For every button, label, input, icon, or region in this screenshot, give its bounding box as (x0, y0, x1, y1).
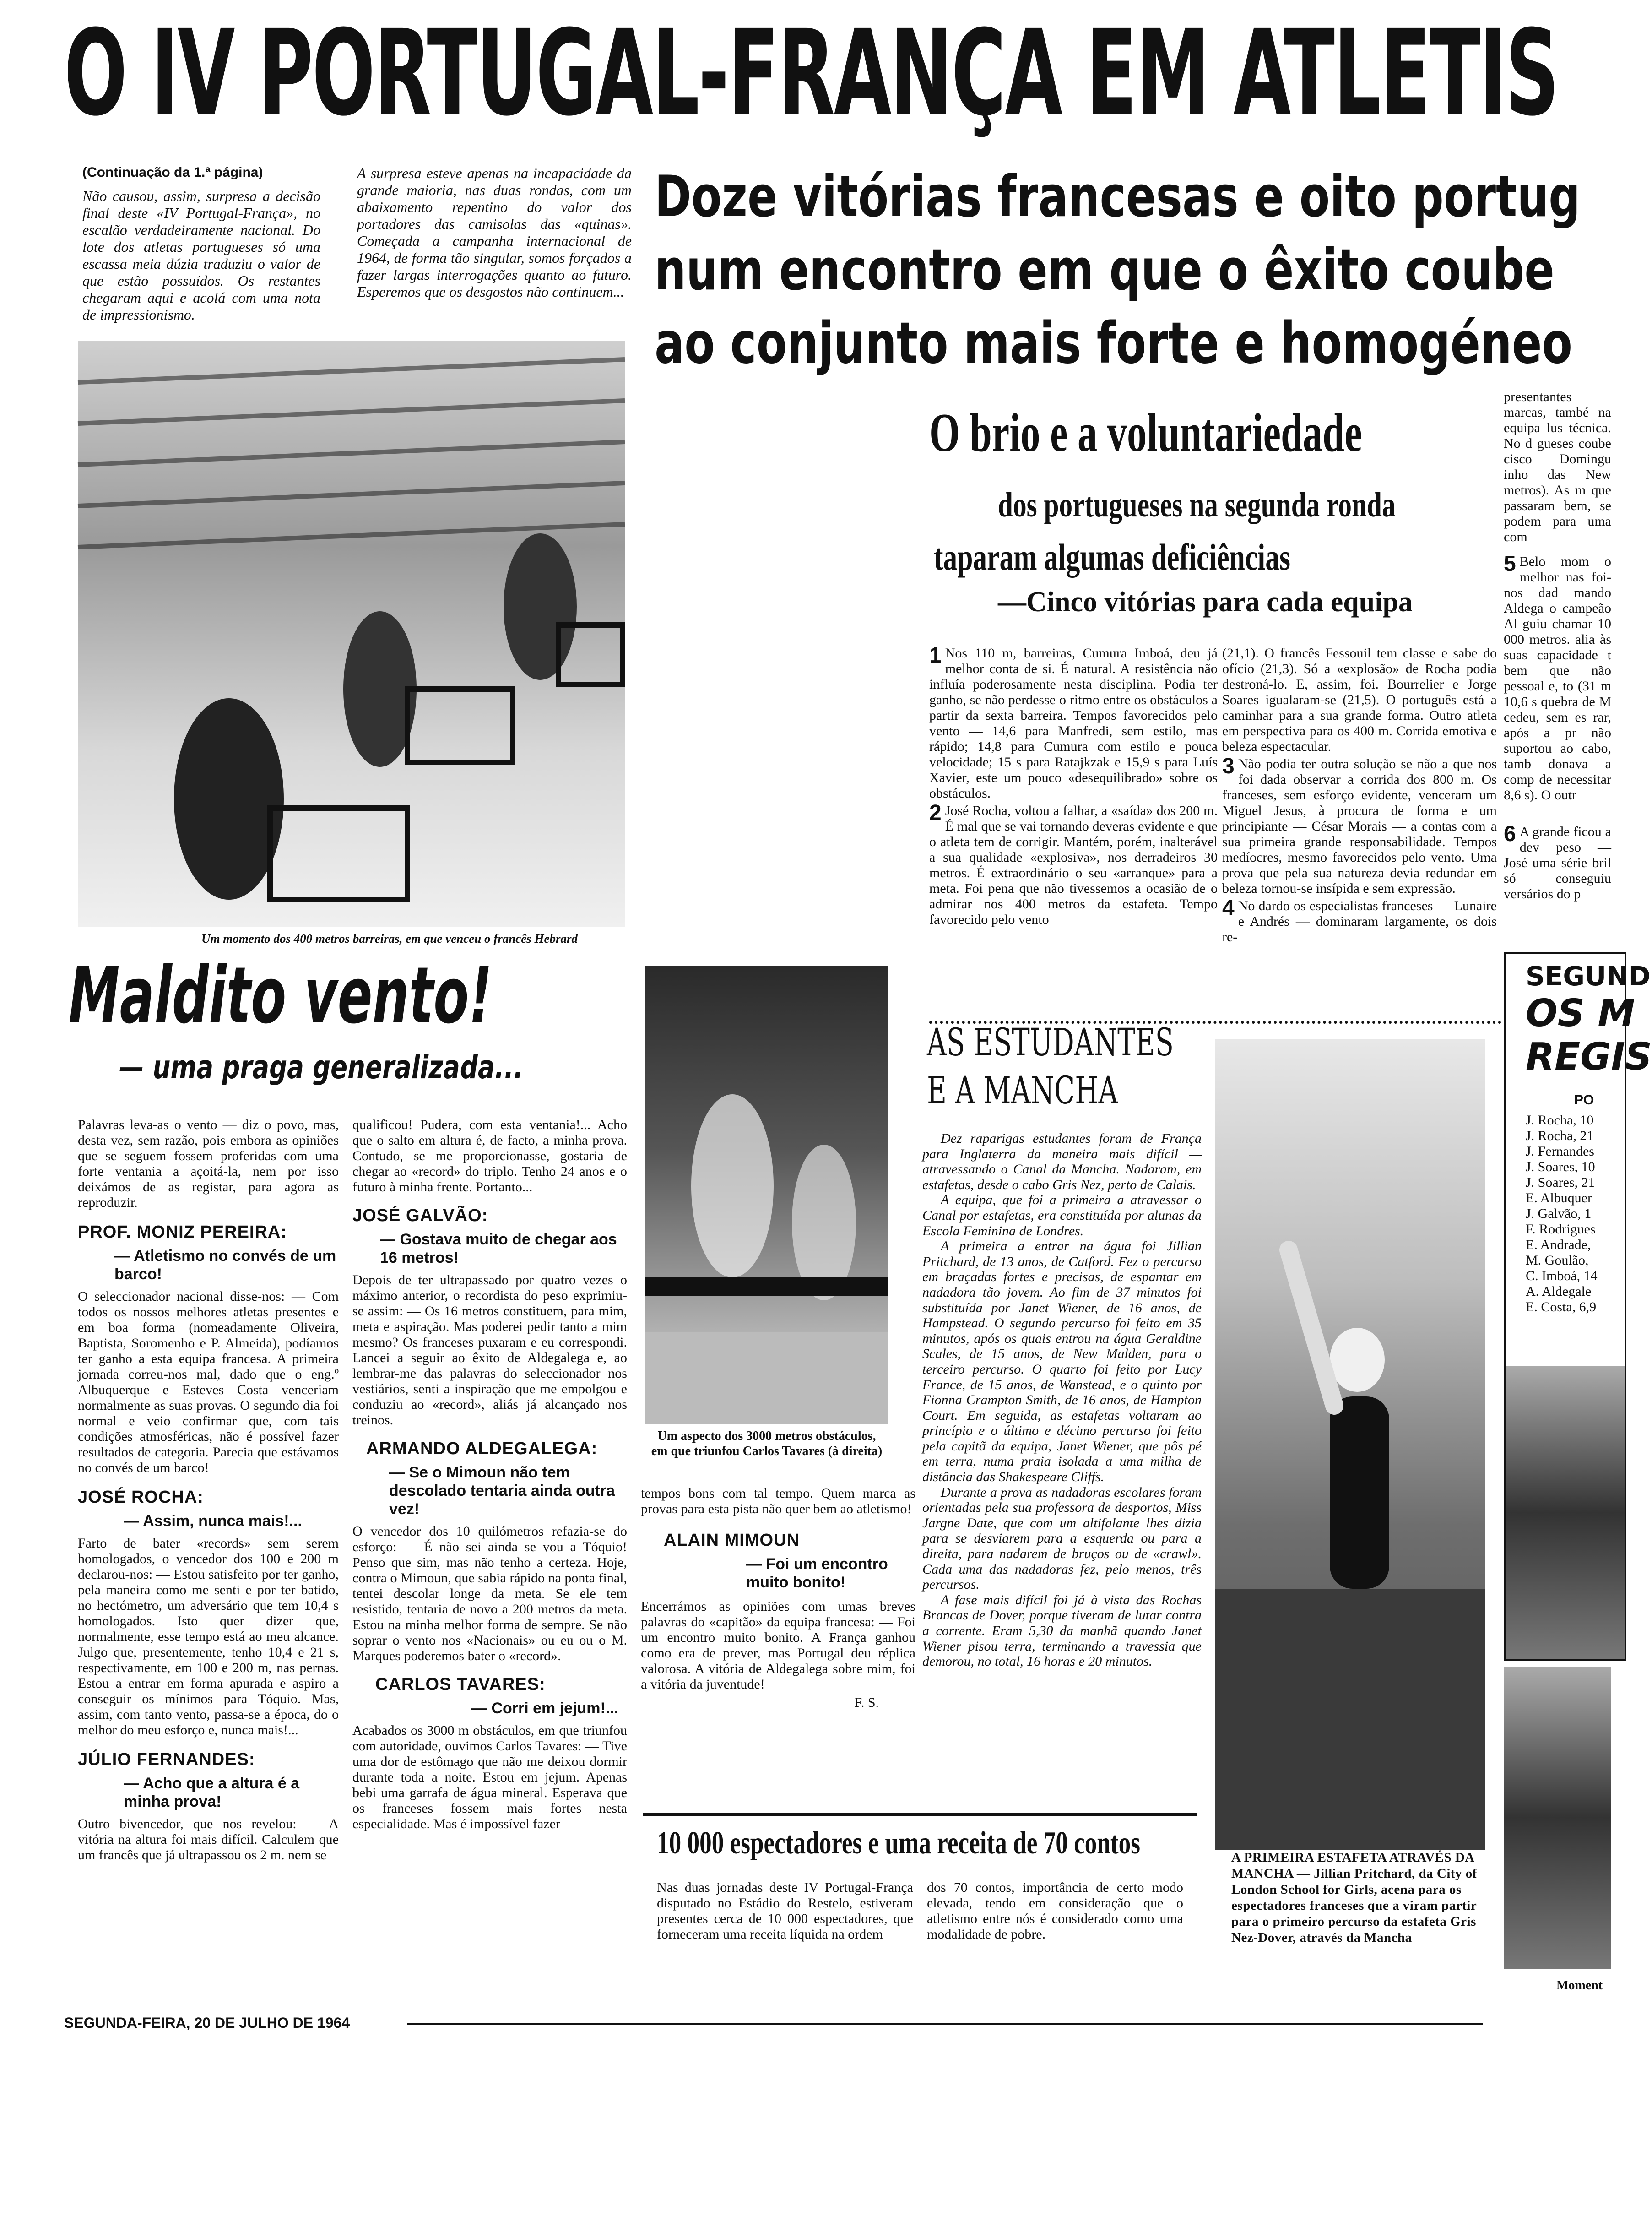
records-item: J. Rocha, 10 (1526, 1113, 1594, 1128)
main-headline: O IV PORTUGAL-FRANÇA EM ATLETIS (64, 5, 1558, 142)
records-item: J. Galvão, 1 (1526, 1206, 1592, 1221)
armando-name: ARMANDO ALDEGALEGA: (366, 1439, 598, 1458)
para-1-text: Nos 110 m, barreiras, Cumura Imboá, deu já melhor conta de si. É natural. A resistência não influía poderosamente nesta disciplina. Podia ter ganho, se não perdesse o ritmo entre os obstáculos a partir da sexta barreira. Tempos favorecidos pelo vento — 14,6 para Manfredi, sem estilo, mas rápido; 14,8 para Cumura com estilo e pouca velocidade; 15 s para Ratajkzak e 15,9 s para Luís Xavier, este um pouco «desequilibrado» sobre os obstáculos. (929, 646, 1218, 801)
julio-quote: — Acho que a altura é a minha prova! (124, 1775, 300, 1810)
estudantes-body (922, 1131, 1202, 1669)
records-item: J. Soares, 21 (1526, 1175, 1595, 1190)
brio-line2: dos portugueses na segunda ronda (998, 486, 1396, 524)
maldito-subtitle: — uma praga generalizada... (119, 1048, 524, 1086)
right-lower-photo (1504, 1667, 1611, 1969)
records-item: C. Imboá, 14 (1526, 1268, 1598, 1283)
mimoun-signature: F. S. (854, 1695, 879, 1710)
section-number-3: 3 (1222, 754, 1235, 778)
section-number-4: 4 (1222, 896, 1235, 920)
subheadline (655, 160, 1611, 380)
brio-col-1 (929, 643, 1218, 928)
records-item: J. Rocha, 21 (1526, 1128, 1594, 1143)
estudantes-title-2: E A MANCHA (927, 1069, 1118, 1113)
maldito-intro-cont: qualificou! Pudera, com esta ventania!... Acho que o salto em altura é, de facto, a minha prova. Contudo, se me proporcionasse, gostaria de chegar ao «record» do triplo. Tenho 24 anos e o futuro à minha frente. Portanto... (352, 1117, 627, 1195)
swimmer-photo-image (1215, 1039, 1485, 1850)
para-1 (929, 643, 1218, 801)
records-box (1504, 952, 1652, 1661)
records-item: J. Fernandes (1526, 1144, 1594, 1159)
right-col-6 (1504, 824, 1611, 943)
tavares-text: Acabados os 3000 m obstáculos, em que triunfou com autoridade, ouvimos Carlos Tavares: — Tive uma dor de estômago que não me deixou dormir durante toda a noite. Estou em jejum. Apenas bebi uma garrafa de água mineral. Esperava que os franceses fossem mais fortes nesta especialidade. Mas é impossível fazer (352, 1723, 627, 1831)
steeplechase-photo (645, 966, 888, 1424)
subheadline-line-1: Doze vitórias francesas e oito portug (655, 164, 1581, 230)
records-box-po: PO (1574, 1092, 1594, 1108)
main-photo-caption: Um momento dos 400 metros barreiras, em que venceu o francês Hebrard (201, 932, 578, 945)
records-item: E. Albuquer (1526, 1190, 1592, 1206)
mimoun-quote: — Foi um encontro muito bonito! (746, 1555, 888, 1591)
tavares-text-cont: tempos bons com tal tempo. Quem marca as provas para esta pista não quer bem ao atletismo! (641, 1486, 915, 1516)
section-number-2: 2 (929, 801, 942, 825)
estudantes-p2: A equipa, que foi a primeira a atravessar o Canal por estafetas, era constituída por alunas da Escola Feminina de Londres. (922, 1192, 1202, 1238)
para-2-cont: (21,1). O francês Fessouil tem classe e sabe do ofício (21,3). Só a «explosão» de Rocha podia destroná-lo. E, assim, foi. Bourrelier e Jorge Soares igualaram-se (21,5). O português está a caminhar para a sua grande forma. Outro atleta em perspectiva para os 400 m. Corrida emotiva e beleza espectacular. (1222, 646, 1497, 754)
right-col-6-text: A grande ficou a dev peso — José uma série bril só conseguiu versários do p (1504, 824, 1611, 902)
estudantes-title-1: AS ESTUDANTES (927, 1021, 1174, 1065)
right-photo-caption-fragment: Moment (1556, 1978, 1603, 1993)
records-item: A. Aldegale (1526, 1284, 1592, 1299)
rocha-name: JOSÉ ROCHA: (78, 1488, 204, 1507)
galvao-quote: — Gostava muito de chegar aos 16 metros! (380, 1231, 617, 1266)
brio-line4: —Cinco vitórias para cada equipa (998, 587, 1413, 618)
steeplechase-caption: Um aspecto dos 3000 metros obstáculos, em que triunfou Carlos Tavares (à direita) (651, 1429, 883, 1458)
espectadores-text-right: dos 70 contos, importância de certo modo elevada, tendo em consideração que o atletismo entre nós é considerado como uma modalidade de pobre. (927, 1880, 1183, 1942)
mimoun-name: ALAIN MIMOUN (664, 1531, 800, 1550)
estudantes-p4: Durante a prova as nadadoras escolares foram orientadas pela sua professora de desportos, Miss Jargne Date, que com um altifalante lhes dizia para se desviarem para a esquerda ou para a direita, para nadarem de bruços ou de «crawl». Cada uma das nadadoras fez, pelo menos, três percursos. (922, 1484, 1202, 1592)
subheadline-line-2: num encontro em que o êxito coube (655, 237, 1555, 303)
rocha-quote: — Assim, nunca mais!... (124, 1512, 302, 1530)
records-item: E. Costa, 6,9 (1526, 1299, 1597, 1314)
hurdles-photo-image (78, 341, 625, 927)
right-col-top: presentantes marcas, també na equipa lus técnica. No d gueses coube cisco Domingu inho das New metros). As m que passaram bem, se podem para uma com (1504, 389, 1611, 544)
right-col-5-text: Belo mom o melhor nas foi-nos dad mando Aldega o campeão Al guiu chamar 10 000 metros. alia às suas capacidade t bem que não pessoal e, to (31 m 10,6 s quebra de M cedeu, sem es rar, após a pr não suportou ao cabo, tamb donava a comp de necessitar 8,6 s). O outr (1504, 554, 1611, 803)
espectadores-title: 10 000 espectadores e uma receita de 70 contos (657, 1825, 1140, 1861)
para-4 (1222, 898, 1497, 945)
estudantes-p1: Dez raparigas estudantes foram de França para Inglaterra da maneira mais difícil — atravessando o Canal da Mancha. Nadaram, em estafetas, desde o cabo Gris Nez, perto de Calais. (922, 1131, 1202, 1192)
steeplechase-photo-image (645, 966, 888, 1424)
para-2 (929, 803, 1218, 928)
records-item: E. Andrade, (1526, 1237, 1591, 1252)
records-box-line1: SEGUND (1526, 961, 1651, 992)
records-item: J. Soares, 10 (1526, 1159, 1595, 1174)
mimoun-text: Encerrámos as opiniões com umas breves palavras do «capitão» da equipa francesa: — Foi um encontro muito bonito. A França ganhou como era de prever, mas Portugal deu réplica valorosa. A vitória de Aldegalega sobre mim, foi a vitória da juventude! (641, 1599, 915, 1692)
moniz-text: O seleccionador nacional disse-nos: — Com todos os nossos melhores atletas presentes e em boa forma (nomeadamente Oliveira, Baptista, Soromenho e P. Almeida), podíamos ter ganho a esta equipa francesa. A primeira jornada correu-nos mal, dado que o eng.º Albuquerque e Esteves Costa venceriam normalmente as suas provas. O segundo dia foi normal e veio confirmar que, com tais condições atmosféricas, não é possível fazer resultados de categoria. Parecia que estávamos no convés de um barco! (78, 1289, 339, 1475)
para-4-text: No dardo os especialistas franceses — Lunaire e Andrés — dominaram largamente, os dois re- (1222, 898, 1497, 945)
brio-col-2 (1222, 646, 1497, 945)
armando-text: O vencedor dos 10 quilómetros refazia-se do esforço: — É não sei ainda se vou a Tóquio! Penso que sim, mas não tenho a certeza. Hoje, contra o Mimoun, que sabia rápido na ponta final, tentei descolar longe da meta. Se ele tem resistido, tentaria de novo a 200 metros da meta. Estou na minha melhor forma de sempre. Se não soprar o vento nos «Nacionais» ou eu ou o M. Marques poderemos bater o «record». (352, 1524, 627, 1663)
swimmer-caption: A PRIMEIRA ESTAFETA ATRAVÉS DA MANCHA — Jillian Pritchard, da City of London School for Girls, acena para os espectadores franceses que a viram partir para o primeiro percurso da estafeta Gris Nez-Dover, através da Mancha (1231, 1850, 1477, 1945)
records-item: F. Rodrigues (1526, 1222, 1596, 1237)
maldito-intro: Palavras leva-as o vento — diz o povo, mas, desta vez, sem razão, pois embora as opiniões que se seguem fossem proferidas com uma forte ventania a açoitá-la, nem por isso deixámos de as registar, para agora as reproduzir. (78, 1117, 339, 1210)
records-box-line3: REGIS (1526, 1035, 1652, 1079)
footer-date: SEGUNDA-FEIRA, 20 DE JULHO DE 1964 (64, 2015, 350, 2031)
section-number-1: 1 (929, 643, 942, 668)
tavares-quote: — Corri em jejum!... (471, 1700, 619, 1717)
records-list (1526, 1113, 1625, 1315)
continuation-label: (Continuação da 1.ª página) (82, 165, 263, 180)
intro-right-text: A surpresa esteve apenas na incapacidade da grande maioria, nas duas rondas, com um abaixamento repentino do valor dos portadores das camisolas das «quinas». Começada a campanha internacional de 1964, de forma tão singular, somos forçados a fazer largas interrogações quanto ao futuro. Esperemos que os desgostos não continuem... (357, 165, 632, 300)
moniz-name: PROF. MONIZ PEREIRA: (78, 1222, 287, 1242)
swimmer-photo (1215, 1039, 1485, 1850)
galvao-text: Depois de ter ultrapassado por quatro vezes o máximo anterior, o recordista do peso exprimiu-se assim: — Os 16 metros constituem, para mim, meta e aspiração. Mas poderei pedir tanto a mim mesmo? Os franceses puxaram e eu correspondi. Lancei a seguir ao êxito de Aldegalega e, ao lembrar-me das palavras do seleccionador nos vestiários, senti a inspiração que me empolgou e conduziu ao «record», aliás já alcançado nos treinos. (352, 1272, 627, 1428)
maldito-col-a (78, 1117, 339, 1863)
brio-title: O brio e a voluntariedade (929, 402, 1362, 463)
subheadline-line-3: ao conjunto mais forte e homogéneo (655, 310, 1572, 376)
maldito-col-b (352, 1117, 627, 1832)
espectadores-text-left: Nas duas jornadas deste IV Portugal-França disputado no Estádio do Restelo, estiveram presentes cerca de 10 000 espectadores, que forneceram uma receita líquida na ordem (657, 1880, 913, 1942)
intro-left-text: Não causou, assim, surpresa a decisão final deste «IV Portugal-França», no escalão verdadeiramente nacional. Do lote dos atletas portugueses só uma escassa meia dúzia traduziu o valor de que estão possuídos. Os restantes chegaram aqui e acolá com uma nota de impressionismo. (82, 188, 320, 323)
para-3-text: Não podia ter outra solução se não a que nos foi dada observar a corrida dos 800 m. Os franceses, sem esforço evidente, venceram um Miguel Jesus, à procura de forma e um principiante — César Morais — a contas com a sua primeira grande responsabilidade. Tempos medíocres, mesmo favorecidos pelo vento. Uma prova que pela sua natureza devia redundar em beleza tornou-se insípida e sem expressão. (1222, 756, 1497, 896)
rocha-text: Farto de bater «records» sem serem homologados, o vencedor dos 100 e 200 m declarou-nos: — Estou satisfeito por ter ganho, pela maneira como me senti e por ter batido, no hectómetro, um adversário que tem 10,4 s homologados. Isto quer dizer que, normalmente, esse tempo está ao meu alcance. Julgo que, presentemente, tenho 10,4 e 21 s, respectivamente, em 100 e 200 m, nas pernas. Estou a entrar em forma apurada e aspiro a conseguir os mínimos para Tóquio. Mas, assim, com tanto vento, passa-se a época, do o melhor do meu esforço e, nunca mais!... (78, 1536, 339, 1738)
records-box-line2: OS M (1526, 992, 1635, 1035)
armando-quote: — Se o Mimoun não tem descolado tentaria ainda outra vez! (389, 1464, 615, 1518)
section-number-5: 5 (1504, 552, 1516, 576)
tavares-name: CARLOS TAVARES: (375, 1675, 546, 1694)
julio-name: JÚLIO FERNANDES: (78, 1750, 255, 1769)
right-col-5 (1504, 554, 1611, 815)
galvao-name: JOSÉ GALVÃO: (352, 1206, 488, 1225)
brio-line3: taparam algumas deficiências (934, 536, 1290, 578)
estudantes-p3: A primeira a entrar na água foi Jillian Pritchard, de 13 anos, de Catford. Fez o percurso em braçadas fortes e precisas, de espantar em nadadora tão jovem. Ao fim de 37 minutos foi substituída por Janet Wiener, de 16 anos, de Hampstead. O segundo percurso foi feito em 35 minutos, após os quais entrou na água Geraldine Scales, de 15 anos, de New Malden, para o terceiro percurso. O quarto foi feito por Lucy France, de 15 anos, de Wanstead, e o quinto por Fionna Crampton Smith, de 16 anos, de Hampton Court. Em seguida, as estafetas voltaram ao princípio e o último e décimo percurso foi feito pela capitã da equipa, Janet Wiener, que pôs pé em terra, numa praia isolada a uma milha de distância das Shakespeare Cliffs. (922, 1238, 1202, 1485)
footer-rule (407, 2023, 1483, 2025)
moniz-quote: — Atletismo no convés de um barco! (114, 1247, 336, 1283)
estudantes-p5: A fase mais difícil foi já à vista das Rochas Brancas de Dover, porque tiveram de lutar contra a corrente. Eram 5,30 da manhã quando Janet Wiener pisou terra, terminando a travessia que demorou, no total, 16 horas e 20 minutos. (922, 1592, 1202, 1669)
records-item: M. Goulão, (1526, 1253, 1589, 1268)
julio-text: Outro bivencedor, que nos revelou: — A vitória na altura foi mais difícil. Calculem que um francês que já ultrapassou os 2 m. nem se (78, 1816, 339, 1863)
maldito-col-c (641, 1486, 915, 1711)
espectadores-box (643, 1813, 1197, 1999)
maldito-title: Maldito vento! (69, 951, 493, 1041)
para-2-text: José Rocha, voltou a falhar, a «saída» dos 200 m. É mal que se vai tornando deveras evidente e que o atleta tem de corrigir. Mantém, porém, inalterável a sua qualidade «explosiva», nos derradeiros 30 metros. É extraordinário o seu «arranque» para a meta. Foi pena que não tivessemos a ocasião de o admirar nos 400 metros da estafeta. Tempo favorecido pelo vento (929, 803, 1218, 927)
hurdles-photo (78, 341, 625, 927)
section-number-6: 6 (1504, 822, 1516, 846)
records-box-photo (1506, 1366, 1625, 1659)
para-3 (1222, 756, 1497, 896)
